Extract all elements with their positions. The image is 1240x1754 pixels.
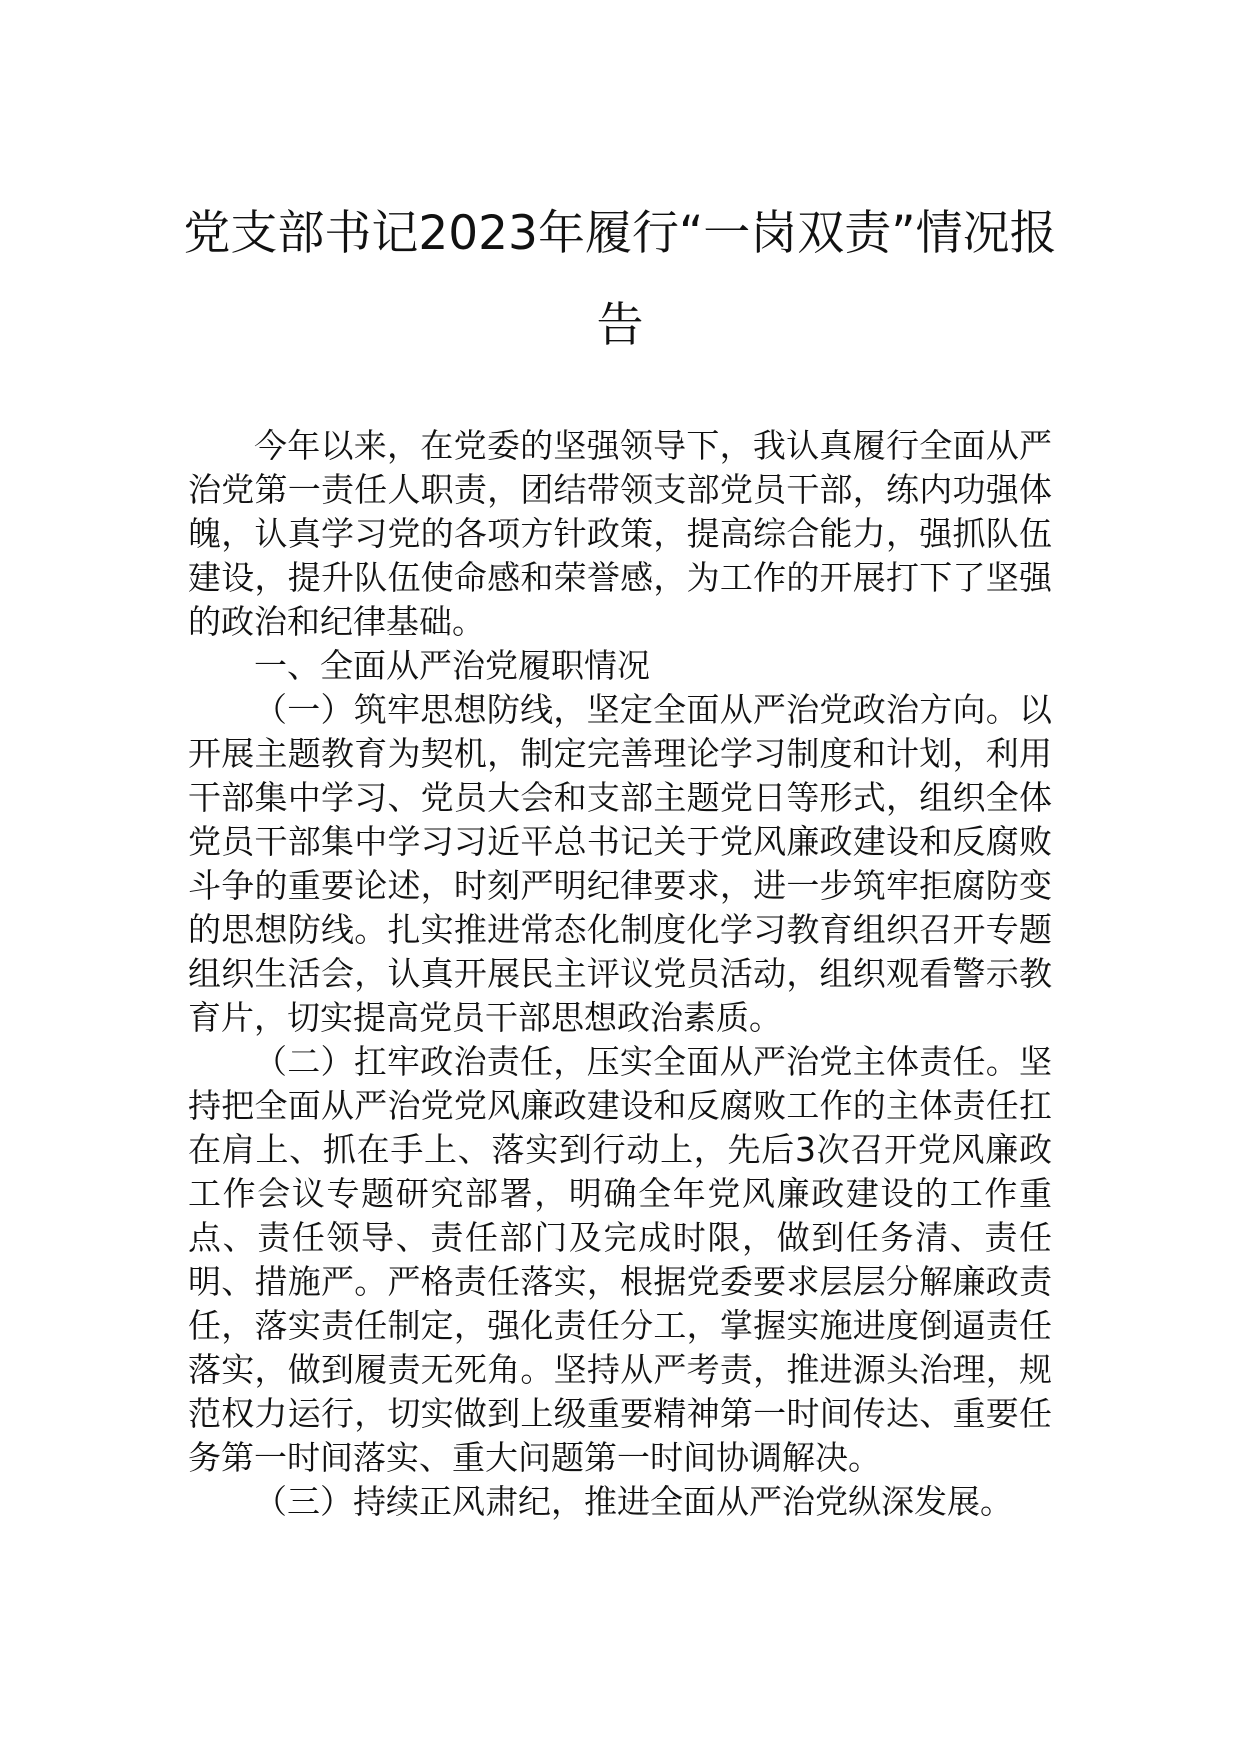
document-body (188, 424, 1052, 1524)
paragraph-item-1: （一）筑牢思想防线，坚定全面从严治党政治方向。以开展主题教育为契机，制定完善理论学习制度和计划，利用干部集中学习、党员大会和支部主题党日等形式，组织全体党员干部集中学习习近平总书记关于党风廉政建设和反腐败斗争的重要论述，时刻严明纪律要求，进一步筑牢拒腐防变的思想防线。扎实推进常态化制度化学习教育组织召开专题组织生活会，认真开展民主评议党员活动，组织观看警示教育片，切实提高党员干部思想政治素质。 (188, 690, 1052, 1037)
paragraph-item-3: （三）持续正风肃纪，推进全面从严治党纵深发展。 (254, 1482, 1013, 1521)
section-heading-1: 一、全面从严治党履职情况 (254, 646, 650, 685)
document-title: 党支部书记2023年履行“一岗双责”情况报告 (183, 206, 1057, 353)
paragraph-intro: 今年以来，在党委的坚强领导下，我认真履行全面从严治党第一责任人职责，团结带领支部党员干部，练内功强体魄，认真学习党的各项方针政策，提高综合能力，强抓队伍建设，提升队伍使命感和荣誉感，为工作的开展打下了坚强的政治和纪律基础。 (188, 426, 1052, 641)
paragraph-item-2: （二）扛牢政治责任，压实全面从严治党主体责任。坚持把全面从严治党党风廉政建设和反腐败工作的主体责任扛在肩上、抓在手上、落实到行动上，先后3次召开党风廉政工作会议专题研究部署，明确全年党风廉政建设的工作重点、责任领导、责任部门及完成时限，做到任务清、责任明、措施严。严格责任落实，根据党委要求层层分解廉政责任，落实责任制定，强化责任分工，掌握实施进度倒逼责任落实，做到履责无死角。坚持从严考责，推进源头治理，规范权力运行，切实做到上级重要精神第一时间传达、重要任务第一时间落实、重大问题第一时间协调解决。 (188, 1042, 1052, 1477)
